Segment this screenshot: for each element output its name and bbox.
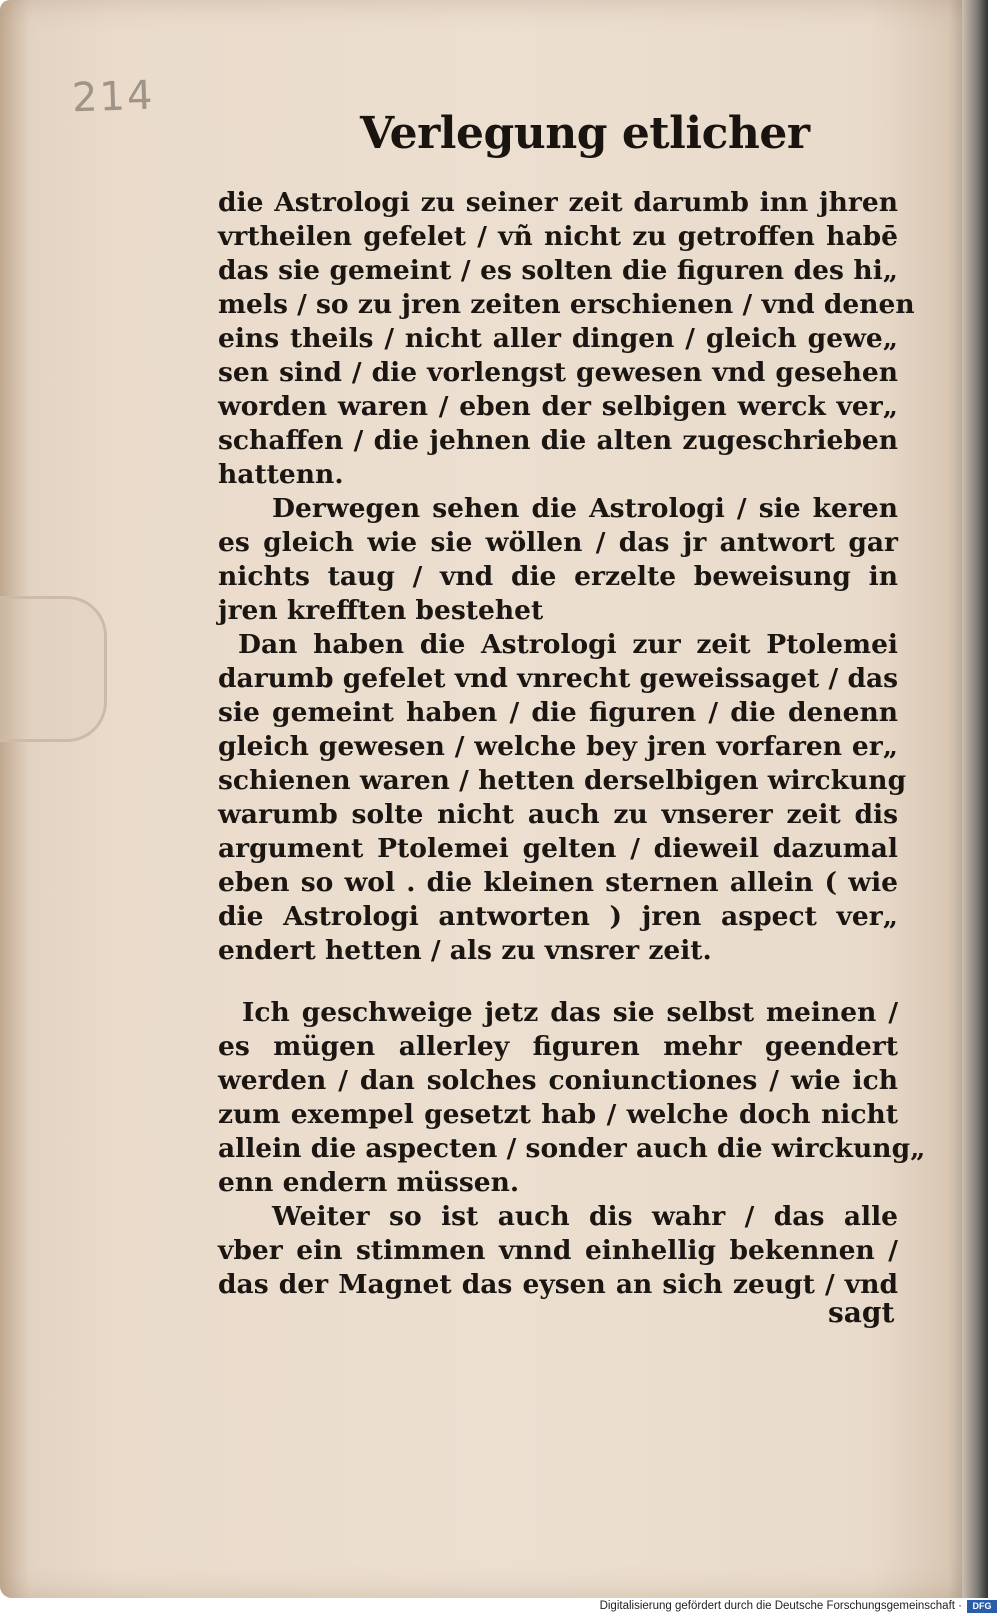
text-line: mels / so zu jren zeiten erschienen / vnd denen — [218, 289, 915, 320]
text-line: worden waren / eben der selbigen werck ver„ — [218, 391, 898, 422]
dfg-logo: DFG — [967, 1600, 997, 1613]
text-line: endert hetten / als zu vnsrer zeit. — [218, 935, 712, 966]
text-line: jren krefften bestehet — [218, 595, 544, 626]
paragraph-gap — [218, 968, 898, 996]
text-line: darumb gefelet vnd vnrecht geweissaget / das — [218, 663, 899, 694]
text-line: gleich gewesen / welche bey jren vorfaren er„ — [218, 731, 898, 762]
page-edge — [962, 0, 988, 1598]
text-line: es gleich wie sie wöllen / das jr antwort gar — [218, 527, 898, 558]
catchword: sagt — [828, 1296, 895, 1329]
text-line: Derwegen sehen die Astrologi / sie keren — [272, 493, 898, 524]
text-line: nichts taug / vnd die erzelte beweisung in — [218, 561, 898, 592]
text-line: vrtheilen gefelet / vñ nicht zu getroffen habē — [218, 221, 898, 252]
text-line: es mügen allerley figuren mehr geendert — [218, 1031, 898, 1062]
text-line: sie gemeint haben / die figuren / die denenn — [218, 697, 898, 728]
text-line: hattenn. — [218, 459, 344, 490]
text-line: eins theils / nicht aller dingen / gleich gewe„ — [218, 323, 898, 354]
text-line: die Astrologi zu seiner zeit darumb inn jhren — [218, 187, 898, 218]
text-line: Weiter so ist auch dis wahr / das alle — [272, 1201, 898, 1232]
text-line: zum exempel gesetzt hab / welche doch nicht — [218, 1099, 898, 1130]
running-head: Verlegung etlicher — [360, 108, 810, 159]
text-line: Ich geschweige jetz das sie selbst meinen / — [242, 997, 898, 1028]
text-line: argument Ptolemei gelten / dieweil dazumal — [218, 833, 898, 864]
text-line: das der Magnet das eysen an sich zeugt / vnd — [218, 1269, 898, 1300]
text-line: eben so wol . die kleinen sternen allein ( wie — [218, 867, 898, 898]
text-line: werden / dan solches coniunctiones / wie ich — [218, 1065, 898, 1096]
text-line: die Astrologi antworten ) jren aspect ver„ — [218, 901, 898, 932]
text-line: enn endern müssen. — [218, 1167, 520, 1198]
shelfmark-number: 214 — [71, 72, 156, 122]
text-line: das sie gemeint / es solten die figuren des hi„ — [218, 255, 898, 286]
text-line: schienen waren / hetten derselbigen wirckung — [218, 765, 907, 796]
funding-credit: Digitalisierung gefördert durch die Deutsche Forschungsgemeinschaft · — [599, 1600, 962, 1612]
text-line: Dan haben die Astrologi zur zeit Ptolemei — [238, 629, 898, 660]
paper-tab-strip — [0, 596, 107, 742]
text-line: allein die aspecten / sonder auch die wirckung„ — [218, 1133, 926, 1164]
body-text — [218, 186, 926, 1302]
text-line: warumb solte nicht auch zu vnserer zeit dis — [218, 799, 898, 830]
text-line: sen sind / die vorlengst gewesen vnd gesehen — [218, 357, 898, 388]
text-line: vber ein stimmen vnnd einhellig bekennen / — [218, 1235, 898, 1266]
text-line: schaffen / die jehnen die alten zugeschrieben — [218, 425, 898, 456]
